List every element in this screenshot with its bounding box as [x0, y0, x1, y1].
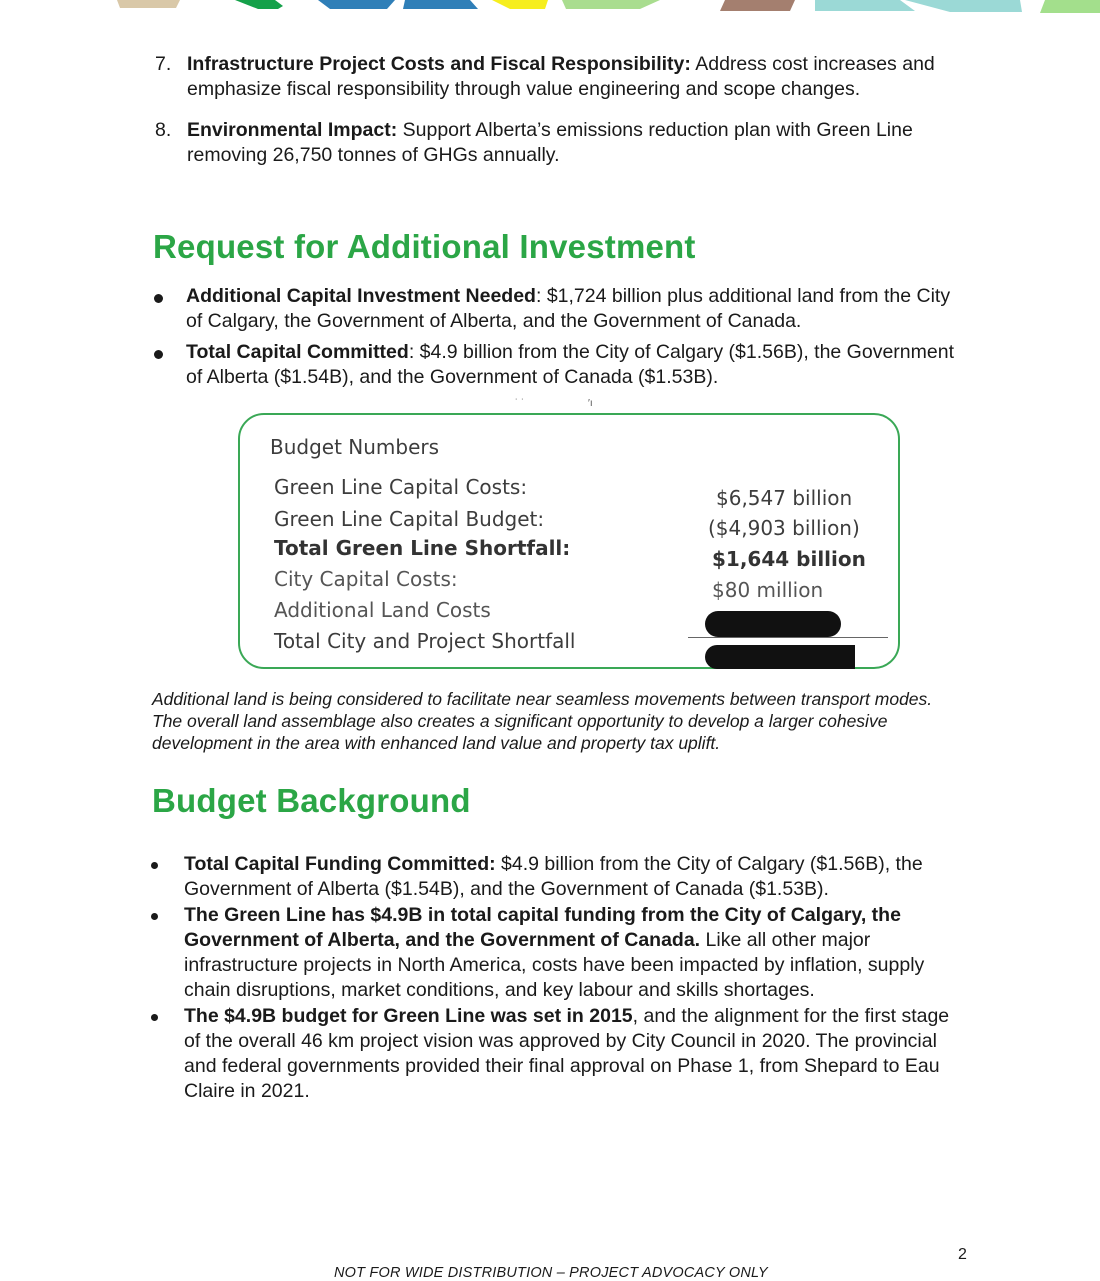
bullet-text: : $4.9 billion from the City of Calgary ($1.56B), the Government of Alberta ($1.54B), and the Government of Canada ($1.53B).: [186, 341, 954, 388]
bullet-heading: Total Capital Funding Committed:: [184, 853, 496, 875]
budget-row-label: Green Line Capital Costs:: [274, 475, 528, 499]
bullet-heading: The $4.9B budget for Green Line was set in 2015: [184, 1005, 633, 1027]
item-text: Address cost increases and emphasize fiscal responsibility through value engineering and scope changes.: [187, 53, 935, 100]
list-item: [150, 340, 970, 390]
scan-artifact: ˙ ˙: [515, 398, 525, 409]
decorative-color-banner: [0, 0, 1100, 14]
sum-divider: [688, 637, 888, 638]
bullet-text: , and the alignment for the first stage of the overall 46 km project vision was approved by City Council in 2020. The provincial and federal governments provided their final approval on Phase 1, from Shepard to Eau Claire in 2021.: [184, 1005, 950, 1102]
list-item: [148, 852, 968, 902]
bullet-icon: [151, 862, 158, 869]
bullet-text: : $1,724 billion plus additional land from the City of Calgary, the Government of Alberta, and the Government of Canada.: [186, 285, 951, 332]
section-heading-request: Request for Additional Investment: [153, 228, 696, 265]
banner-shapes-icon: [0, 0, 1100, 14]
budget-row-label: Additional Land Costs: [274, 598, 491, 622]
item-heading: Environmental Impact:: [187, 119, 398, 141]
banner-shape: [815, 0, 915, 11]
bullet-icon: [151, 913, 158, 920]
budget-row-label: Total Green Line Shortfall:: [274, 536, 571, 560]
bullet-text: Like all other major infrastructure projects in North America, costs have been impacted by inflation, supply chain disruptions, market conditions, and key labour and skills shortages.: [184, 929, 925, 1001]
budget-row-label: Green Line Capital Budget:: [274, 507, 545, 531]
budget-box-title: Budget Numbers: [270, 435, 440, 459]
bullet-text: $4.9 billion from the City of Calgary ($1.56B), the Government of Alberta ($1.54B), and the Government of Canada ($1.53B).: [184, 853, 923, 900]
scan-artifact: ′ı: [588, 398, 593, 409]
budget-row-value: $1,644 billion: [712, 547, 866, 571]
banner-shape: [403, 0, 478, 9]
footer-disclaimer: NOT FOR WIDE DISTRIBUTION – PROJECT ADVOCACY ONLY: [334, 1265, 768, 1281]
banner-shape: [492, 0, 548, 9]
banner-shape: [905, 0, 1022, 12]
budget-numbers-box: [238, 413, 900, 669]
background-bullet-list: [148, 852, 968, 1110]
section-heading-background: Budget Background: [152, 782, 471, 819]
list-item: [148, 903, 968, 1003]
banner-shape: [1040, 0, 1100, 13]
numbered-item: [155, 52, 975, 102]
list-item: [148, 1004, 968, 1104]
budget-row-value: $6,547 billion: [716, 486, 853, 510]
item-number: 7.: [155, 53, 172, 75]
bullet-heading: Total Capital Committed: [186, 341, 409, 363]
request-bullet-list: [150, 284, 970, 396]
banner-shape: [117, 0, 180, 8]
banner-shape: [318, 0, 395, 9]
budget-row-value: ($4,903 billion): [708, 516, 860, 540]
item-heading: Infrastructure Project Costs and Fiscal Responsibility:: [187, 53, 691, 75]
bullet-icon: [154, 294, 163, 303]
redaction-bar: [705, 611, 841, 637]
banner-shape: [235, 0, 283, 9]
item-text: Support Alberta’s emissions reduction plan with Green Line removing 26,750 tonnes of GHGs annually.: [187, 119, 913, 166]
budget-row-label: Total City and Project Shortfall: [274, 629, 576, 653]
bullet-icon: [154, 350, 163, 359]
page-number: 2: [958, 1246, 967, 1263]
budget-row-label: City Capital Costs:: [274, 567, 458, 591]
item-number: 8.: [155, 119, 172, 141]
bullet-heading: Additional Capital Investment Needed: [186, 285, 536, 307]
list-item: [150, 284, 970, 334]
numbered-item: [155, 118, 975, 168]
redaction-bar: [705, 645, 855, 669]
bullet-heading: The Green Line has $4.9B in total capital funding from the City of Calgary, the Government of Alberta, and the Government of Canada.: [184, 904, 901, 951]
budget-row-value: $80 million: [712, 578, 824, 602]
banner-shape: [562, 0, 660, 9]
land-note: Additional land is being considered to facilitate near seamless movements between transport modes. The overall land assemblage also creates a significant opportunity to develop a larger cohesive development in the area with enhanced land value and property tax uplift.: [152, 689, 933, 753]
banner-shape: [720, 0, 795, 11]
bullet-icon: [151, 1014, 158, 1021]
